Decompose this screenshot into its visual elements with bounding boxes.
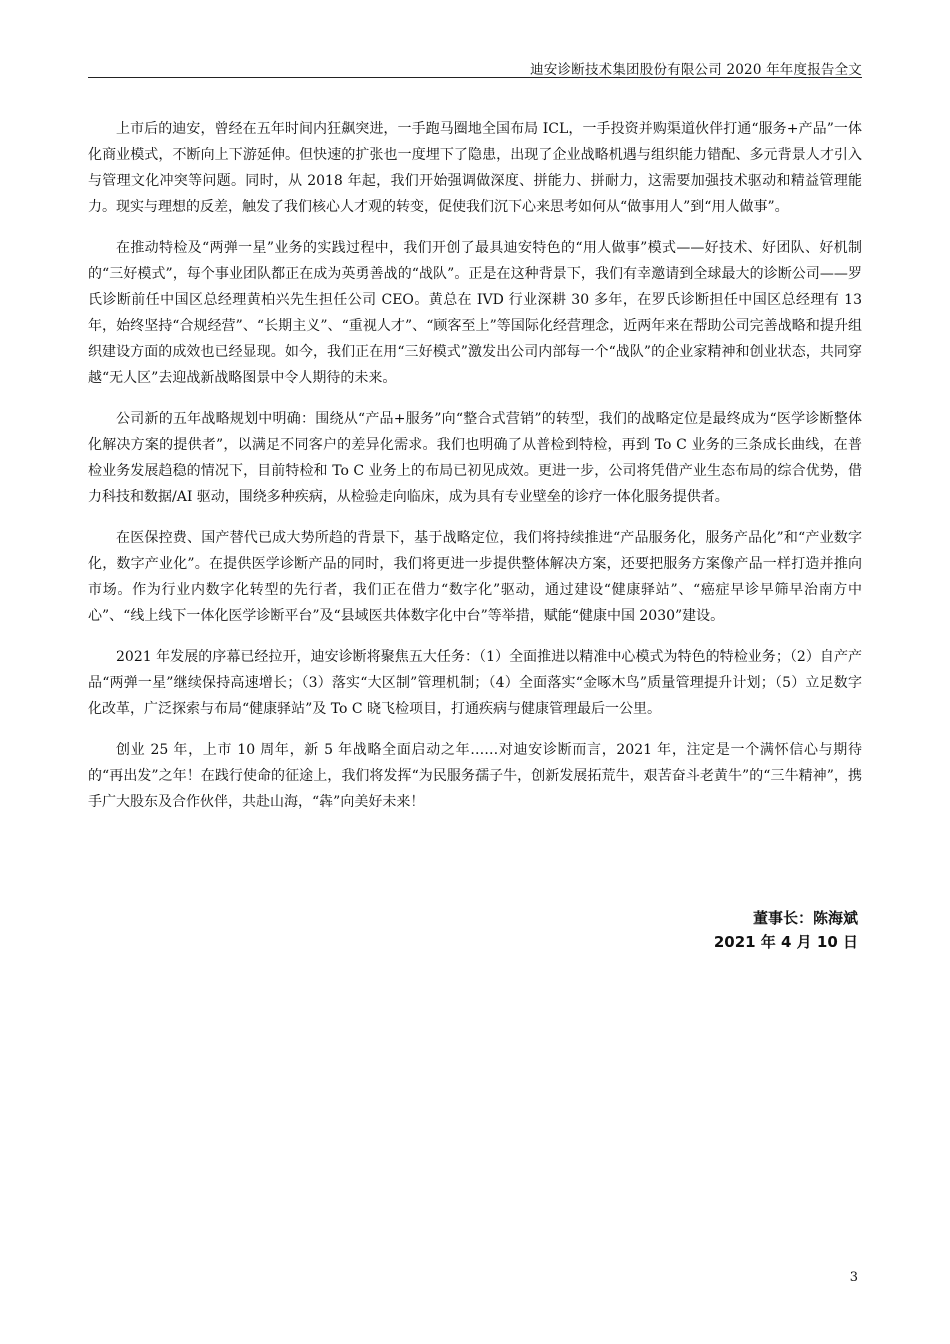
paragraph-2: 在推动特检及“两弹一星”业务的实践过程中，我们开创了最具迪安特色的“用人做事”模式——好技术、好团队、好机制的“三好模式”，每个事业团队都正在成为英勇善战的“战队”。正是在这种背景下，我们有幸邀请到全球最大的诊断公司——罗氏诊断前任中国区总经理黄柏兴先生担任公司 CEO。黄总在 IVD 行业深耕 30 多年，在罗氏诊断担任中国区总经理有 13 年，始终坚持“合规经营”、“长期主义”、“重视人才”、“顾客至上”等国际化经营理念，近两年来在帮助公司完善战略和提升组织建设方面的成效也已经显现。如今，我们正在用“三好模式”激发出公司内部每一个“战队”的企业家精神和创业状态，共同穿越“无人区”去迎战新战略图景中令人期待的未来。 bbox=[88, 240, 862, 386]
page-number: 3 bbox=[849, 1270, 858, 1285]
paragraph-1: 上市后的迪安，曾经在五年时间内狂飙突进，一手跑马圈地全国布局 ICL，一手投资并购渠道伙伴打通“服务+产品”一体化商业模式，不断向上下游延伸。但快速的扩张也一度埋下了隐患，出现了企业战略机遇与组织能力错配、多元背景人才引入与管理文化冲突等问题。同时，从 2018 年起，我们开始强调做深度、拼能力、拼耐力，这需要加强技术驱动和精益管理能力。现实与理想的反差，触发了我们核心人才观的转变，促使我们沉下心来思考如何从“做事用人”到“用人做事”。 bbox=[88, 121, 862, 215]
chairman-signature: 董事长：陈海斌 bbox=[752, 909, 858, 927]
paragraph-4: 在医保控费、国产替代已成大势所趋的背景下，基于战略定位，我们将持续推进“产品服务化，服务产品化”和“产业数字化，数字产业化”。在提供医学诊断产品的同时，我们将更进一步提供整体解决方案，还要把服务方案像产品一样打造并推向市场。作为行业内数字化转型的先行者，我们正在借力“数字化”驱动，通过建设“健康驿站”、“癌症早诊早筛早治南方中心”、“线上线下一体化医学诊断平台”及“县域医共体数字化中台”等举措，赋能“健康中国 2030”建设。 bbox=[88, 530, 862, 624]
report-header-title: 迪安诊断技术集团股份有限公司 2020 年年度报告全文 bbox=[530, 62, 862, 78]
paragraph-5: 2021 年发展的序幕已经拉开，迪安诊断将聚焦五大任务：（1）全面推进以精准中心模式为特色的特检业务；（2）自产产品“两弹一星”继续保持高速增长；（3）落实“大区制”管理机制；（4）全面落实“金啄木鸟”质量管理提升计划；（5）立足数字化改革，广泛探索与布局“健康驿站”及 To C 晓飞检项目，打通疾病与健康管理最后一公里。 bbox=[88, 649, 862, 717]
header-divider bbox=[88, 77, 862, 78]
letter-body bbox=[88, 116, 862, 830]
paragraph-6: 创业 25 年，上市 10 周年，新 5 年战略全面启动之年……对迪安诊断而言，2021 年，注定是一个满怀信心与期待的“再出发”之年！在践行使命的征途上，我们将发挥“为民服务孺子牛，创新发展拓荒牛，艰苦奋斗老黄牛”的“三牛精神”，携手广大股东及合作伙伴，共赴山海，“犇”向美好未来！ bbox=[88, 742, 862, 810]
paragraph-3: 公司新的五年战略规划中明确：围绕从“产品+服务”向“整合式营销”的转型，我们的战略定位是最终成为“医学诊断整体化解决方案的提供者”，以满足不同客户的差异化需求。我们也明确了从普检到特检，再到 To C 业务的三条成长曲线，在普检业务发展趋稳的情况下，目前特检和 To C 业务上的布局已初见成效。更进一步，公司将凭借产业生态布局的综合优势，借力科技和数据/AI 驱动，围绕多种疾病，从检验走向临床，成为具有专业壁垒的诊疗一体化服务提供者。 bbox=[88, 411, 862, 505]
signature-block bbox=[714, 906, 858, 954]
signature-date: 2021 年 4 月 10 日 bbox=[713, 933, 858, 951]
